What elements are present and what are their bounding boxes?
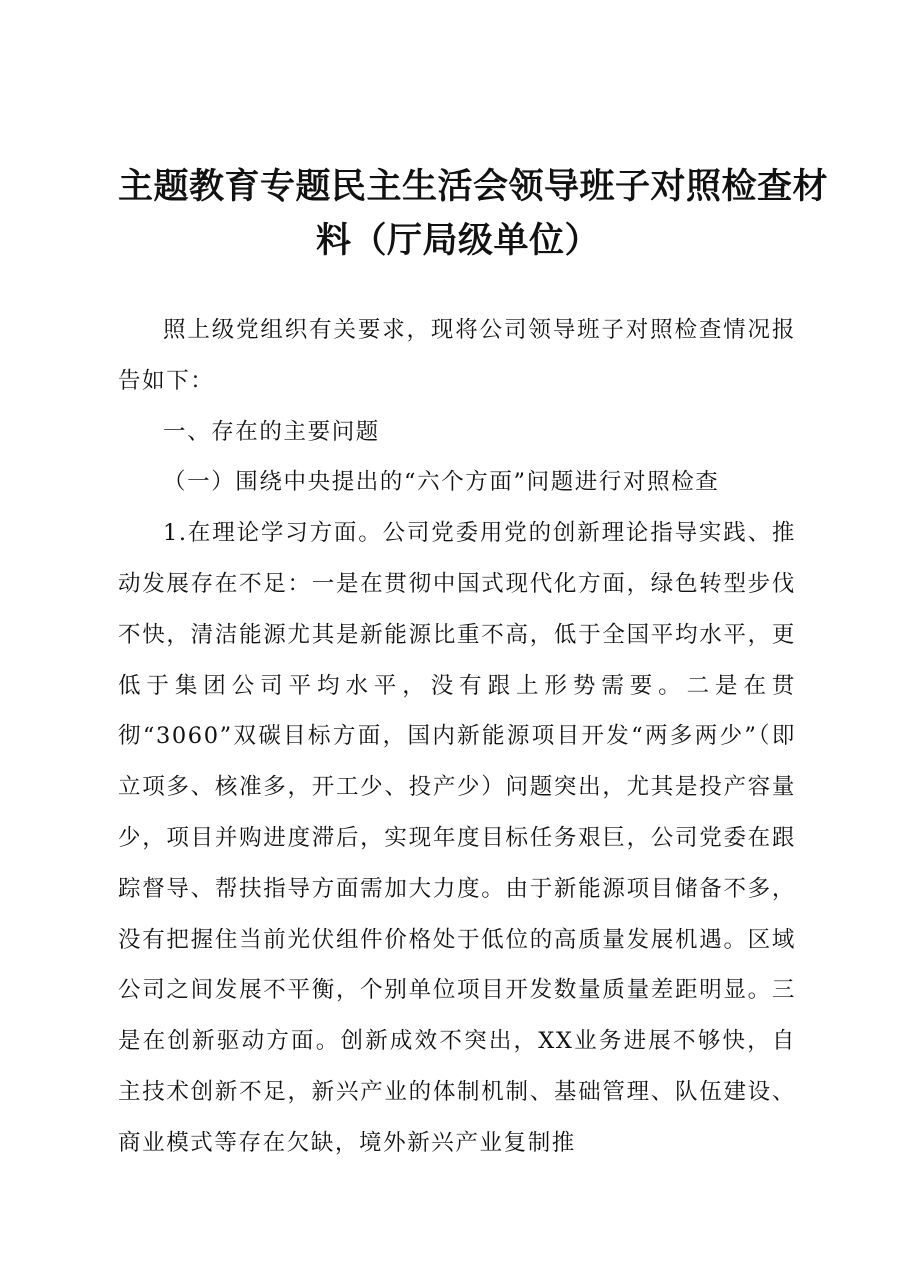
document-title bbox=[118, 160, 829, 268]
document-body bbox=[118, 305, 796, 1169]
title-line-1: 主题教育专题民主生活会领导班子对照检查材 bbox=[118, 167, 829, 207]
title-line-2: 料（厅局级单位） bbox=[315, 221, 600, 261]
theory-study-paragraph: 1.在理论学习方面。公司党委用党的创新理论指导实践、推动发展存在不足：一是在贯彻中国式现代化方面，绿色转型步伐不快，清洁能源尤其是新能源比重不高，低于全国平均水平，更低于集团公司平均水平，没有跟上形势需要。二是在贯彻“3060”双碳目标方面，国内新能源项目开发“两多两少”（即立项多、核准多，开工少、投产少）问题突出，尤其是投产容量少，项目并购进度滞后，实现年度目标任务艰巨，公司党委在跟踪督导、帮扶指导方面需加大力度。由于新能源项目储备不多，没有把握住当前光伏组件价格处于低位的高质量发展机遇。区域公司之间发展不平衡，个别单位项目开发数量质量差距明显。三是在创新驱动方面。创新成效不突出，XX业务进展不够快，自主技术创新不足，新兴产业的体制机制、基础管理、队伍建设、商业模式等存在欠缺，境外新兴产业复制推 bbox=[118, 520, 796, 1156]
section-heading-main-problems: 一、存在的主要问题 bbox=[163, 418, 380, 445]
subsection-heading-six-aspects: （一）围绕中央提出的“六个方面”问题进行对照检查 bbox=[163, 469, 720, 496]
intro-paragraph: 照上级党组织有关要求，现将公司领导班子对照检查情况报告如下： bbox=[118, 317, 796, 394]
